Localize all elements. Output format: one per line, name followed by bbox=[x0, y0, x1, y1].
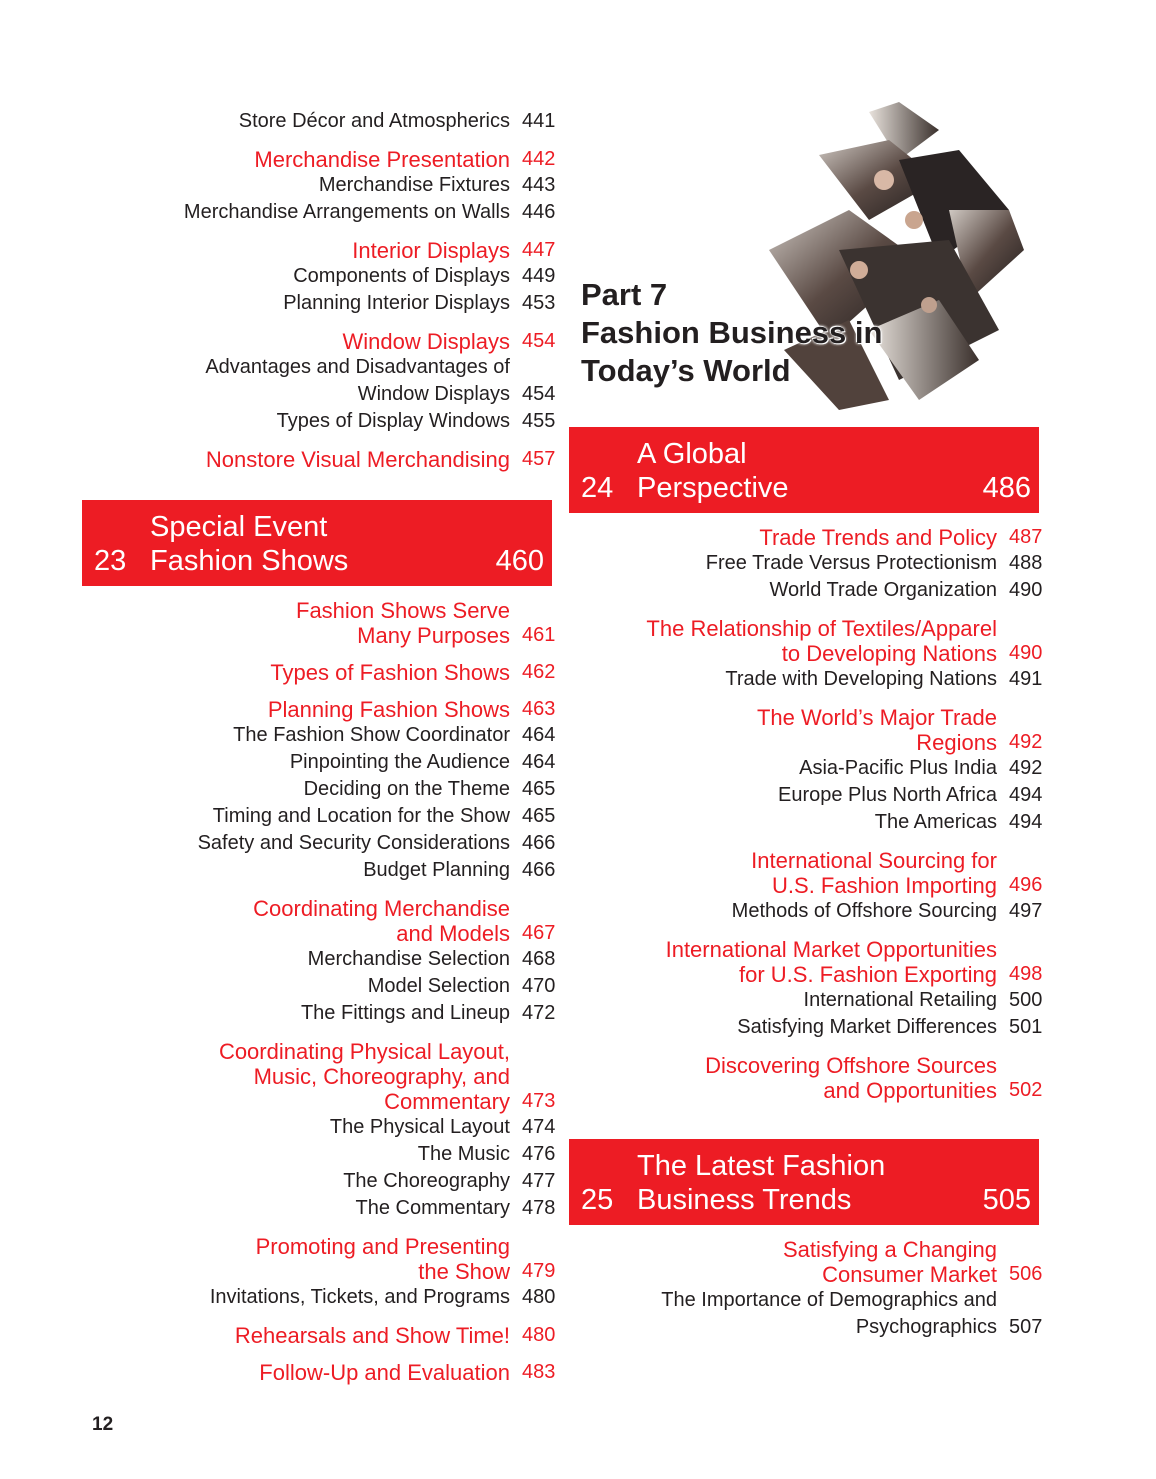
entry-page: 477 bbox=[522, 1170, 556, 1192]
entry-page: 454 bbox=[522, 330, 556, 352]
toc-section-entry[interactable] bbox=[82, 238, 556, 263]
part-title bbox=[581, 276, 882, 390]
toc-subsection-entry[interactable] bbox=[82, 749, 556, 776]
entry-title: The Relationship of Textiles/Apparel to Developing Nations bbox=[646, 616, 997, 666]
toc-subsection-entry[interactable] bbox=[82, 857, 556, 884]
toc-section-entry[interactable] bbox=[569, 616, 1043, 666]
entry-page: 467 bbox=[522, 922, 556, 944]
toc-subsection-entry[interactable] bbox=[569, 550, 1043, 577]
entry-title: Satisfying a Changing Consumer Market bbox=[782, 1237, 997, 1287]
entry-page: 488 bbox=[1009, 552, 1043, 574]
entry-page: 472 bbox=[522, 1002, 556, 1024]
entry-page: 466 bbox=[522, 832, 556, 854]
entry-page: 464 bbox=[522, 751, 556, 773]
entry-title: Advantages and Disadvantages of Window Displays bbox=[205, 356, 510, 405]
entry-page: 466 bbox=[522, 859, 556, 881]
entry-page: 464 bbox=[522, 724, 556, 746]
entry-title: Follow-Up and Evaluation bbox=[259, 1360, 510, 1385]
toc-section-entry[interactable] bbox=[82, 147, 556, 172]
entry-page: 507 bbox=[1009, 1316, 1043, 1338]
toc-subsection-entry[interactable] bbox=[569, 1287, 1043, 1341]
toc-subsection-entry[interactable] bbox=[82, 1168, 556, 1195]
toc-section-entry[interactable] bbox=[82, 697, 556, 722]
toc-subsection-entry[interactable] bbox=[82, 1195, 556, 1222]
entry-page: 494 bbox=[1009, 784, 1043, 806]
toc-entries bbox=[82, 598, 556, 1385]
entry-page: 502 bbox=[1009, 1079, 1043, 1101]
toc-subsection-entry[interactable] bbox=[569, 987, 1043, 1014]
chapter-page: 460 bbox=[495, 545, 544, 577]
entry-title: Nonstore Visual Merchandising bbox=[205, 447, 510, 472]
entry-title: Invitations, Tickets, and Programs bbox=[209, 1286, 510, 1308]
entry-title: Planning Interior Displays bbox=[283, 292, 510, 314]
entry-title: Fashion Shows Serve Many Purposes bbox=[296, 598, 510, 648]
entry-title: Store Décor and Atmospherics bbox=[238, 110, 510, 132]
toc-subsection-entry[interactable] bbox=[82, 172, 556, 199]
entry-title: International Sourcing for U.S. Fashion Importing bbox=[751, 848, 997, 898]
toc-section-entry[interactable] bbox=[82, 598, 556, 648]
entry-title: Methods of Offshore Sourcing bbox=[731, 900, 997, 922]
toc-subsection-entry[interactable] bbox=[82, 1284, 556, 1311]
entry-title: The Fashion Show Coordinator bbox=[233, 724, 510, 746]
toc-subsection-entry[interactable] bbox=[82, 946, 556, 973]
entry-title: Europe Plus North Africa bbox=[778, 784, 997, 806]
entry-page: 453 bbox=[522, 292, 556, 314]
right-column bbox=[569, 427, 1043, 1341]
entry-page: 473 bbox=[522, 1090, 556, 1112]
left-column bbox=[82, 108, 556, 1385]
entry-title: Promoting and Presenting the Show bbox=[255, 1234, 510, 1284]
entry-title: The Choreography bbox=[343, 1170, 510, 1192]
toc-subsection-entry[interactable] bbox=[569, 1014, 1043, 1041]
entry-page: 442 bbox=[522, 148, 556, 170]
toc-section-entry[interactable] bbox=[569, 705, 1043, 755]
entry-page: 476 bbox=[522, 1143, 556, 1165]
entry-title: Merchandise Presentation bbox=[254, 147, 510, 172]
entry-page: 483 bbox=[522, 1361, 556, 1383]
toc-entries bbox=[569, 525, 1043, 1103]
chapter-page: 505 bbox=[982, 1184, 1031, 1216]
entry-page: 494 bbox=[1009, 811, 1043, 833]
entry-title: Trade with Developing Nations bbox=[725, 668, 997, 690]
entry-title: Model Selection bbox=[367, 975, 510, 997]
chapter-25-header[interactable] bbox=[569, 1139, 1039, 1225]
entry-page: 468 bbox=[522, 948, 556, 970]
toc-section-entry[interactable] bbox=[82, 1234, 556, 1284]
part-7-opener bbox=[569, 100, 1039, 420]
entry-page: 491 bbox=[1009, 668, 1043, 690]
entry-title: Merchandise Fixtures bbox=[318, 174, 510, 196]
entry-page: 496 bbox=[1009, 874, 1043, 896]
toc-section-entry[interactable] bbox=[569, 1237, 1043, 1287]
toc-section-entry[interactable] bbox=[569, 937, 1043, 987]
entry-page: 500 bbox=[1009, 989, 1043, 1011]
toc-subsection-entry[interactable] bbox=[569, 666, 1043, 693]
entry-title: Merchandise Selection bbox=[307, 948, 510, 970]
entry-page: 480 bbox=[522, 1286, 556, 1308]
entry-page: 463 bbox=[522, 698, 556, 720]
entry-page: 506 bbox=[1009, 1263, 1043, 1285]
entry-page: 479 bbox=[522, 1260, 556, 1282]
entry-page: 492 bbox=[1009, 731, 1043, 753]
toc-subsection-entry[interactable] bbox=[82, 1114, 556, 1141]
chapter-24-header[interactable] bbox=[569, 427, 1039, 513]
toc-section-entry[interactable] bbox=[569, 525, 1043, 550]
entry-page: 487 bbox=[1009, 526, 1043, 548]
entry-page: 490 bbox=[1009, 579, 1043, 601]
toc-section-entry[interactable] bbox=[82, 1039, 556, 1114]
entry-title: The Physical Layout bbox=[329, 1116, 510, 1138]
entry-page: 443 bbox=[522, 174, 556, 196]
toc-subsection-entry[interactable] bbox=[82, 263, 556, 290]
entry-title: Components of Displays bbox=[293, 265, 510, 287]
toc-subsection-entry[interactable] bbox=[82, 290, 556, 317]
entry-title: Coordinating Merchandise and Models bbox=[253, 896, 510, 946]
toc-entries bbox=[569, 1237, 1043, 1341]
toc-entries bbox=[82, 108, 556, 472]
entry-title: Discovering Offshore Sources and Opportunities bbox=[705, 1053, 997, 1103]
entry-page: 501 bbox=[1009, 1016, 1043, 1038]
entry-page: 454 bbox=[522, 383, 556, 405]
entry-title: The Commentary bbox=[355, 1197, 510, 1219]
entry-page: 492 bbox=[1009, 757, 1043, 779]
entry-page: 447 bbox=[522, 239, 556, 261]
entry-page: 478 bbox=[522, 1197, 556, 1219]
toc-subsection-entry[interactable] bbox=[82, 776, 556, 803]
entry-page: 470 bbox=[522, 975, 556, 997]
entry-title: Interior Displays bbox=[352, 238, 510, 263]
toc-section-entry[interactable] bbox=[569, 1053, 1043, 1103]
chapter-title: A Global Perspective bbox=[637, 438, 789, 504]
entry-page: 449 bbox=[522, 265, 556, 287]
entry-title: Coordinating Physical Layout, Music, Choreography, and Commentary bbox=[218, 1039, 510, 1114]
entry-page: 465 bbox=[522, 778, 556, 800]
toc-section-entry[interactable] bbox=[82, 447, 556, 472]
entry-title: Satisfying Market Differences bbox=[737, 1016, 997, 1038]
entry-title: International Market Opportunities for U.S. Fashion Exporting bbox=[665, 937, 997, 987]
entry-page: 446 bbox=[522, 201, 556, 223]
entry-title: International Retailing bbox=[803, 989, 997, 1011]
chapter-number: 23 bbox=[94, 545, 127, 577]
chapter-23-header[interactable] bbox=[82, 500, 552, 586]
entry-title: The World’s Major Trade Regions bbox=[756, 705, 997, 755]
entry-page: 441 bbox=[522, 110, 556, 132]
entry-title: Window Displays bbox=[342, 329, 510, 354]
entry-page: 457 bbox=[522, 448, 556, 470]
toc-subsection-entry[interactable] bbox=[82, 973, 556, 1000]
part-label: Part 7 bbox=[581, 277, 668, 312]
entry-page: 498 bbox=[1009, 963, 1043, 985]
toc-subsection-entry[interactable] bbox=[569, 755, 1043, 782]
toc-subsection-entry[interactable] bbox=[82, 1000, 556, 1027]
toc-subsection-entry[interactable] bbox=[82, 722, 556, 749]
entry-title: The Americas bbox=[874, 811, 997, 833]
entry-title: Deciding on the Theme bbox=[303, 778, 510, 800]
entry-page: 490 bbox=[1009, 642, 1043, 664]
entry-page: 474 bbox=[522, 1116, 556, 1138]
entry-page: 465 bbox=[522, 805, 556, 827]
toc-subsection-entry[interactable] bbox=[569, 898, 1043, 925]
entry-title: Safety and Security Considerations bbox=[197, 832, 510, 854]
toc-subsection-entry[interactable] bbox=[82, 1141, 556, 1168]
toc-section-entry[interactable] bbox=[82, 1360, 556, 1385]
toc-section-entry[interactable] bbox=[82, 1323, 556, 1348]
entry-title: Planning Fashion Shows bbox=[267, 697, 510, 722]
entry-title: World Trade Organization bbox=[769, 579, 997, 601]
entry-title: Asia-Pacific Plus India bbox=[799, 757, 997, 779]
toc-subsection-entry[interactable] bbox=[82, 199, 556, 226]
entry-page: 461 bbox=[522, 624, 556, 646]
toc-subsection-entry[interactable] bbox=[82, 408, 556, 435]
chapter-page: 486 bbox=[982, 472, 1031, 504]
toc-section-entry[interactable] bbox=[82, 660, 556, 685]
toc-subsection-entry[interactable] bbox=[82, 108, 556, 135]
entry-title: Pinpointing the Audience bbox=[289, 751, 510, 773]
entry-title: Merchandise Arrangements on Walls bbox=[183, 201, 510, 223]
entry-title: The Fittings and Lineup bbox=[300, 1002, 510, 1024]
entry-page: 455 bbox=[522, 410, 556, 432]
entry-page: 497 bbox=[1009, 900, 1043, 922]
chapter-number: 24 bbox=[581, 472, 614, 504]
entry-title: Trade Trends and Policy bbox=[759, 525, 997, 550]
entry-title: Types of Fashion Shows bbox=[270, 660, 510, 685]
toc-subsection-entry[interactable] bbox=[569, 782, 1043, 809]
entry-title: Budget Planning bbox=[363, 859, 510, 881]
entry-title: Free Trade Versus Protectionism bbox=[705, 552, 997, 574]
toc-subsection-entry[interactable] bbox=[82, 354, 556, 408]
toc-section-entry[interactable] bbox=[569, 848, 1043, 898]
toc-subsection-entry[interactable] bbox=[569, 809, 1043, 836]
entry-page: 462 bbox=[522, 661, 556, 683]
entry-title: Timing and Location for the Show bbox=[212, 805, 510, 827]
entry-title: Types of Display Windows bbox=[276, 410, 510, 432]
entry-title: The Music bbox=[417, 1143, 510, 1165]
toc-section-entry[interactable] bbox=[82, 896, 556, 946]
part-name: Fashion Business in Today’s World bbox=[581, 315, 883, 388]
entry-title: The Importance of Demographics and Psychographics bbox=[661, 1289, 997, 1338]
chapter-title: Special Event Fashion Shows bbox=[150, 511, 349, 577]
entry-title: Rehearsals and Show Time! bbox=[234, 1323, 510, 1348]
chapter-number: 25 bbox=[581, 1184, 614, 1216]
entry-page: 480 bbox=[522, 1324, 556, 1346]
toc-section-entry[interactable] bbox=[82, 329, 556, 354]
page-number: 12 bbox=[92, 1414, 114, 1435]
toc-subsection-entry[interactable] bbox=[82, 803, 556, 830]
chapter-title: The Latest Fashion Business Trends bbox=[637, 1150, 886, 1216]
toc-subsection-entry[interactable] bbox=[569, 577, 1043, 604]
toc-subsection-entry[interactable] bbox=[82, 830, 556, 857]
